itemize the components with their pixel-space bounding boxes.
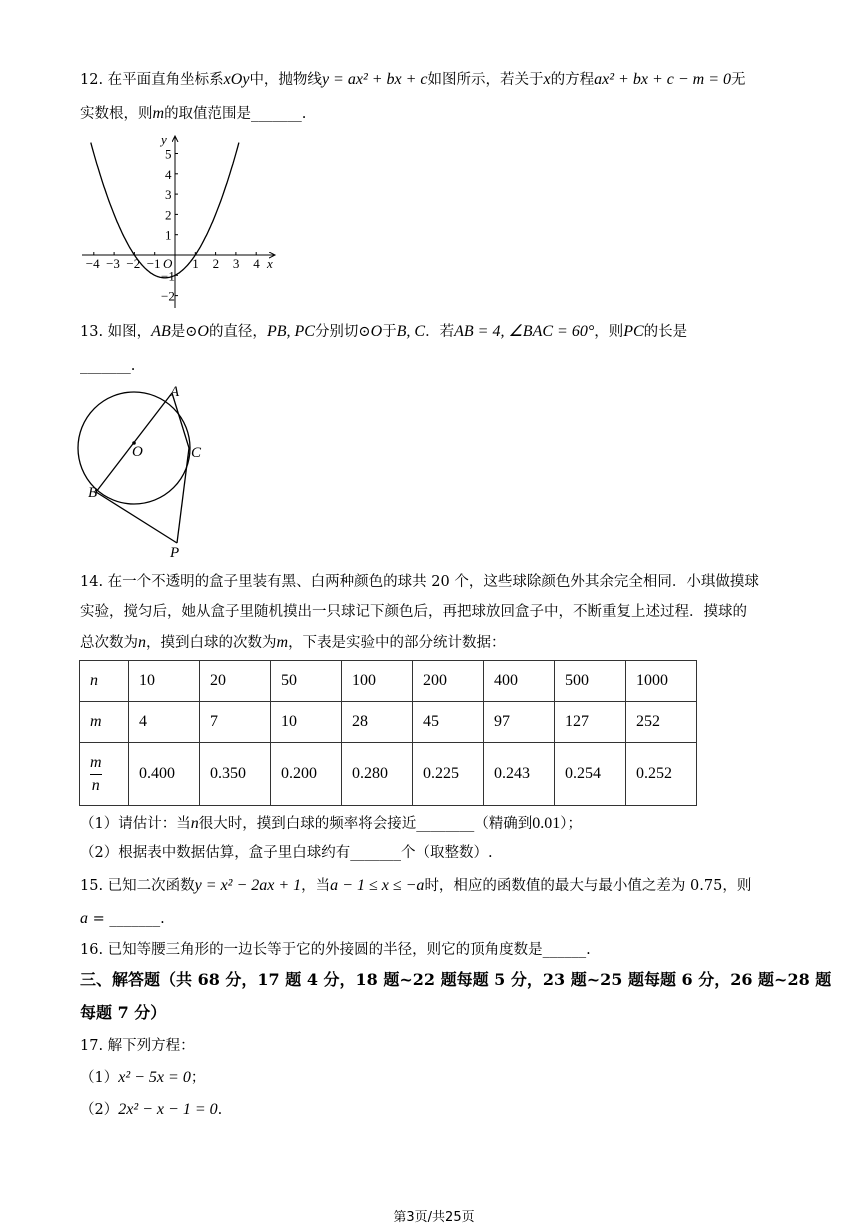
table-row-m	[80, 702, 697, 743]
q13-text: 分别切⊙	[314, 324, 371, 340]
q13-text: ，则	[594, 324, 624, 340]
stats-table	[79, 660, 697, 806]
q17-part2	[80, 1100, 222, 1120]
table-cell: 10	[271, 702, 342, 743]
q14-text: （1）请估计：当	[80, 816, 191, 832]
q17-eq2: 2x² − x − 1 = 0	[118, 1101, 218, 1118]
label-p: P	[170, 545, 180, 561]
q12-text: 中，抛物线	[249, 72, 322, 88]
x-tick-label: 1	[192, 256, 199, 271]
table-cell: 100	[342, 661, 413, 702]
q13-pbpc: PB, PC	[266, 323, 315, 340]
q13-bc: B, C	[396, 323, 426, 340]
q13-line1	[80, 322, 687, 342]
origin-label: O	[163, 256, 173, 271]
q17-title: 17. 解下列方程：	[80, 1038, 195, 1054]
y-tick-label: 1	[165, 227, 172, 243]
q12-text: 实数根，则	[80, 106, 153, 122]
q13-given: AB = 4, ∠BAC = 60°	[454, 323, 595, 340]
y-tick-label: −1	[161, 268, 175, 284]
q13-text: 是⊙	[170, 324, 198, 340]
q12-line1	[80, 70, 745, 90]
x-tick-label: 3	[232, 256, 240, 271]
q14-text: 总次数为	[80, 635, 138, 651]
q14-sub1	[80, 814, 582, 834]
x-tick-label: −2	[126, 256, 141, 271]
q17-label: （2）	[80, 1102, 119, 1118]
q12-line2	[80, 104, 306, 124]
row-label-m: m	[80, 702, 129, 743]
table-cell: 0.280	[342, 743, 413, 806]
q12-parabola: y = ax² + bx + c	[321, 71, 428, 88]
table-cell: 0.225	[413, 743, 484, 806]
q13-text: ．若	[425, 324, 455, 340]
chord-ac	[172, 393, 189, 448]
y-tick-label: −2	[161, 288, 175, 304]
q13-text: 于	[382, 324, 397, 340]
table-row-n	[80, 661, 697, 702]
x-tick-label: 4	[253, 256, 260, 271]
table-cell: 0.252	[626, 743, 697, 806]
q13-ab: AB	[151, 323, 171, 340]
table-cell: 7	[200, 702, 271, 743]
q12-m: m	[152, 105, 165, 122]
y-axis-label: y	[161, 132, 167, 147]
parabola-graph	[78, 128, 288, 313]
frac-numerator: m	[90, 753, 102, 771]
q15-blank: = _______.	[88, 911, 165, 927]
y-tick-label: 3	[165, 187, 172, 203]
y-tick-label: 5	[165, 146, 172, 162]
q17-text: ；	[190, 1070, 206, 1086]
table-cell: 0.243	[484, 743, 555, 806]
section3-heading-line1: 三、解答题（共 68 分，17 题 4 分，18 题~22 题每题 5 分，23 题~25 题每题 6 分，26 题~28 题	[80, 970, 832, 989]
frac-denominator: n	[91, 776, 100, 794]
q12-text: 的取值范围是_______.	[164, 106, 307, 122]
q14-line1: 14. 在一个不透明的盒子里装有黑、白两种颜色的球共 20 个，这些球除颜色外其余完全相同．小琪做摸球	[80, 574, 759, 590]
q15-line2	[80, 909, 165, 929]
label-b: B	[88, 485, 98, 501]
tangent-pb	[96, 492, 177, 543]
q17-eq1: x² − 5x = 0	[118, 1069, 191, 1086]
q15-text: 时，相应的函数值的最大与最小值之差为 0.75，则	[424, 878, 752, 894]
q13-pc: PC	[623, 323, 644, 340]
q15-func: y = x² − 2ax + 1	[194, 877, 302, 894]
table-cell: 0.350	[200, 743, 271, 806]
q15-a: a	[80, 910, 88, 927]
x-tick-label: −4	[85, 256, 100, 271]
table-cell: 45	[413, 702, 484, 743]
q12-text: 如图所示，若关于	[427, 72, 544, 88]
table-cell: 1000	[626, 661, 697, 702]
table-cell: 10	[129, 661, 200, 702]
q12-x: x	[543, 71, 551, 88]
y-tick-label: 2	[165, 207, 172, 223]
table-cell: 20	[200, 661, 271, 702]
x-tick-label: −3	[106, 256, 120, 271]
tangent-pc	[177, 448, 189, 543]
table-cell: 200	[413, 661, 484, 702]
q15-text: ，当	[301, 878, 331, 894]
q17-label: （1）	[80, 1070, 119, 1086]
q14-n: n	[138, 634, 146, 651]
q14-line2: 实验，搅匀后，她从盒子里随机摸出一只球记下颜色后，再把球放回盒子中，不断重复上述过程．摸球的	[80, 604, 747, 620]
table-row-ratio	[80, 743, 697, 806]
table-cell: 500	[555, 661, 626, 702]
q14-text: ，下表是实验中的部分统计数据：	[288, 635, 506, 651]
row-label-n: n	[80, 661, 129, 702]
q15-range: a − 1 ≤ x ≤ −a	[330, 877, 425, 894]
fraction-m-over-n	[90, 754, 102, 795]
table-cell: 127	[555, 702, 626, 743]
q14-m: m	[276, 634, 289, 651]
table-cell: 50	[271, 661, 342, 702]
q14-text: ）；	[560, 816, 582, 832]
q12-text: 无	[730, 72, 746, 88]
page-footer: 第3页/共25页	[393, 1210, 475, 1225]
table-cell: 400	[484, 661, 555, 702]
frac-bar	[90, 774, 102, 775]
table-cell: 28	[342, 702, 413, 743]
q14-n: n	[190, 815, 199, 832]
x-axis-label: x	[267, 256, 273, 271]
q16-line: 16. 已知等腰三角形的一边长等于它的外接圆的半径，则它的顶角度数是______.	[80, 942, 591, 958]
table-cell: 97	[484, 702, 555, 743]
label-c: C	[191, 445, 202, 461]
label-o: O	[132, 444, 143, 460]
q13-o: O	[197, 323, 209, 340]
q13-text: 13. 如图，	[80, 324, 152, 340]
q12-equation: ax² + bx + c − m = 0	[594, 71, 731, 88]
q14-sub2: （2）根据表中数据估算，盒子里白球约有_______个（取整数）.	[80, 845, 493, 861]
q14-text: ，摸到白球的次数为	[146, 635, 277, 651]
q15-text: 15. 已知二次函数	[80, 878, 195, 894]
label-a: A	[170, 384, 180, 400]
table-cell: 0.254	[555, 743, 626, 806]
q12-text: 的方程	[550, 72, 595, 88]
q12-xoy: xOy	[223, 71, 250, 88]
circle-tangent-figure	[70, 380, 220, 562]
q14-text: 很大时，摸到白球的频率将会接近________（精确到	[198, 816, 533, 832]
table-cell: 252	[626, 702, 697, 743]
q17-part1	[80, 1068, 205, 1088]
q17-text: .	[217, 1102, 223, 1118]
q15-line1	[80, 876, 751, 896]
q14-line3	[80, 633, 506, 653]
x-tick-label: 2	[212, 256, 220, 271]
table-cell: 0.400	[129, 743, 200, 806]
q12-text: 12. 在平面直角坐标系	[80, 72, 224, 88]
q13-text: 的直径，	[208, 324, 267, 340]
section3-heading-line2: 每题 7 分）	[80, 1003, 167, 1022]
q13-text: 的长是	[643, 324, 688, 340]
x-tick-label: −1	[146, 256, 161, 271]
table-cell: 4	[129, 702, 200, 743]
y-tick-label: 4	[165, 166, 172, 182]
row-label-ratio	[80, 743, 129, 806]
q13-line2: _______.	[80, 358, 136, 374]
q14-precision: 0.01	[532, 815, 561, 832]
q13-o: O	[370, 323, 383, 340]
table-cell: 0.200	[271, 743, 342, 806]
